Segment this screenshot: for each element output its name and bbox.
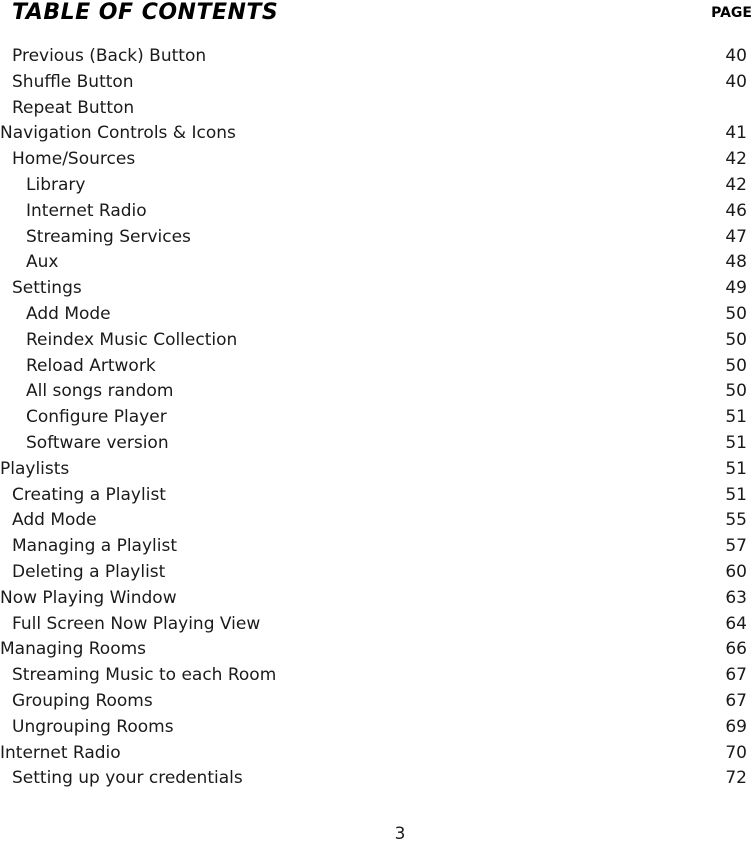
toc-entry-title: Managing Rooms [0, 639, 147, 660]
toc-entry-page: 67 [725, 690, 747, 711]
toc-entry[interactable] [0, 44, 752, 70]
toc-entry-page: 60 [725, 561, 747, 582]
toc-entry-page: 46 [725, 200, 747, 221]
toc-title: TABLE OF CONTENTS [12, 0, 279, 25]
toc-entry-title: Ungrouping Rooms [12, 716, 174, 737]
toc-entry-page: 47 [725, 226, 747, 247]
page-number: 3 [394, 824, 406, 844]
toc-entry-title: Add Mode [26, 303, 111, 324]
toc-entry[interactable] [0, 715, 752, 741]
toc-entry[interactable] [0, 379, 752, 405]
toc-entry-page: 40 [725, 46, 747, 66]
toc-entry-page: 50 [725, 329, 747, 350]
toc-entry-title: Configure Player [26, 407, 167, 428]
toc-entry-page: 40 [725, 71, 747, 92]
toc-entry-title: Settings [12, 278, 82, 299]
toc-entry-title: All songs random [26, 381, 174, 402]
toc-entry-page: 51 [725, 407, 747, 428]
toc-entry-page: 50 [725, 355, 747, 376]
toc-entry[interactable] [0, 354, 752, 380]
toc-entry-title: Creating a Playlist [12, 484, 166, 505]
toc-entry-title: Home/Sources [12, 149, 136, 170]
toc-entry-page: 42 [725, 149, 747, 170]
toc-entry-page: 69 [725, 716, 747, 737]
toc-entry-page: 48 [725, 252, 747, 273]
toc-entry-title: Internet Radio [0, 742, 121, 763]
toc-entry-title: Streaming Music to each Room [12, 665, 277, 686]
toc-entry-title: Grouping Rooms [12, 690, 153, 711]
toc-entry-page: 66 [725, 639, 747, 660]
toc-entry-page: 50 [725, 381, 747, 402]
toc-entry-page: 51 [725, 432, 747, 453]
toc-entry-title: Repeat Button [12, 97, 135, 118]
toc-entry[interactable] [0, 741, 752, 767]
toc-entry[interactable] [0, 637, 752, 663]
toc-entry-page: 41 [725, 123, 747, 144]
toc-entry-title: Deleting a Playlist [12, 561, 166, 582]
toc-entry-page: 55 [725, 510, 747, 531]
toc-entry[interactable] [0, 302, 752, 328]
toc-entry-page: 70 [725, 742, 747, 763]
toc-entry-page: 51 [725, 458, 747, 479]
toc-entry[interactable] [0, 431, 752, 457]
toc-entry[interactable] [0, 199, 752, 225]
toc-entry[interactable] [0, 405, 752, 431]
toc-entry-title: Full Screen Now Playing View [12, 613, 261, 634]
toc-entry-title: Reindex Music Collection [26, 329, 238, 350]
toc-entry-page: 64 [725, 613, 747, 634]
toc-entry[interactable] [0, 147, 752, 173]
toc-entry-title: Shuffle Button [12, 71, 134, 92]
toc-entry[interactable] [0, 457, 752, 483]
toc-entry-title: Internet Radio [26, 200, 147, 221]
toc-entry-page: 50 [725, 303, 747, 324]
toc-entry[interactable] [0, 121, 752, 147]
toc-entry-title: Navigation Controls & Icons [0, 123, 236, 144]
toc-list [0, 44, 752, 792]
toc-entry[interactable] [0, 173, 752, 199]
toc-entry-page: 57 [725, 536, 747, 557]
toc-entry-title: Playlists [0, 458, 70, 479]
toc-entry-page: 63 [725, 587, 747, 608]
toc-entry[interactable] [0, 766, 752, 792]
toc-entry-title: Software version [26, 432, 169, 453]
toc-entry[interactable] [0, 586, 752, 612]
toc-entry-page: 67 [725, 665, 747, 686]
toc-entry[interactable] [0, 560, 752, 586]
toc-entry[interactable] [0, 508, 752, 534]
toc-entry-title: Now Playing Window [0, 587, 177, 608]
toc-entry-title: Library [26, 174, 86, 195]
toc-entry-title: Reload Artwork [26, 355, 156, 376]
toc-entry[interactable] [0, 225, 752, 251]
toc-entry-page: 72 [725, 768, 747, 789]
toc-entry[interactable] [0, 663, 752, 689]
toc-entry[interactable] [0, 689, 752, 715]
toc-entry-title: Managing a Playlist [12, 536, 178, 557]
toc-entry-title: Aux [26, 252, 59, 273]
toc-entry-title: Setting up your credentials [12, 768, 243, 789]
toc-entry[interactable] [0, 276, 752, 302]
toc-entry[interactable] [0, 612, 752, 638]
toc-entry[interactable] [0, 534, 752, 560]
toc-entry[interactable] [0, 70, 752, 96]
toc-entry-page: 49 [725, 278, 747, 299]
toc-entry[interactable] [0, 328, 752, 354]
toc-entry[interactable] [0, 483, 752, 509]
toc-entry-page: 51 [725, 484, 747, 505]
toc-entry-page: 42 [725, 174, 747, 195]
toc-entry-title: Streaming Services [26, 226, 191, 247]
toc-entry[interactable] [0, 250, 752, 276]
toc-entry-title: Previous (Back) Button [12, 46, 207, 66]
toc-entry[interactable] [0, 96, 752, 122]
page-column-label: PAGE [711, 5, 752, 21]
toc-entry-title: Add Mode [12, 510, 97, 531]
